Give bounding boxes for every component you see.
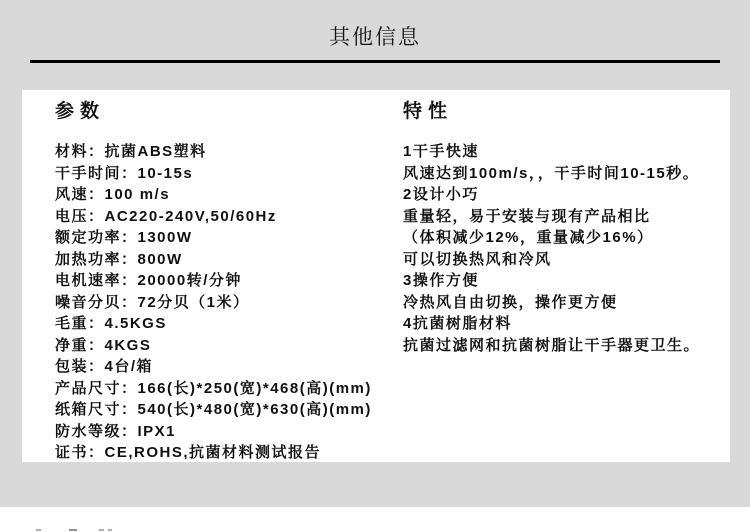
parameter-line: 风速：100 m/s	[55, 186, 171, 203]
page-title: 其他信息	[329, 26, 421, 49]
parameter-line: 净重：4KGS	[55, 336, 152, 354]
feature-line: 4抗菌树脂材料	[403, 315, 512, 332]
parameters-heading: 参数	[55, 101, 106, 122]
feature-line: 1干手快速	[403, 143, 479, 160]
parameter-line: 电机速率：20000转/分钟	[55, 272, 242, 289]
parameter-line: 包装：4台/箱	[55, 358, 154, 375]
next-section-strip	[0, 507, 750, 532]
feature-line: 抗菌过滤网和抗菌树脂让干手器更卫生。	[403, 336, 701, 354]
features-column	[403, 100, 730, 462]
feature-line: 可以切换热风和冷风	[403, 250, 552, 268]
feature-line: 3操作方便	[403, 272, 479, 289]
parameter-line: 纸箱尺寸：540(长)*480(宽)*630(高)(mm)	[55, 401, 372, 418]
cutoff-text-fragment	[108, 529, 112, 531]
feature-line: 2设计小巧	[403, 186, 479, 203]
features-list	[403, 141, 730, 356]
features-heading: 特性	[403, 101, 454, 122]
parameter-line: 防水等级：IPX1	[55, 422, 177, 440]
feature-line: 重量轻，易于安装与现有产品相比	[403, 207, 651, 225]
parameters-column	[55, 100, 403, 462]
content-panel	[22, 90, 730, 462]
title-divider	[30, 60, 720, 63]
parameter-line: 额定功率：1300W	[55, 229, 193, 246]
parameter-line: 噪音分贝：72分贝（1米）	[55, 293, 250, 311]
parameter-line: 毛重：4.5KGS	[55, 315, 167, 332]
feature-line: 风速达到100m/s，，干手时间10-15秒。	[403, 164, 700, 182]
parameters-list	[55, 141, 403, 464]
cutoff-text-fragment	[69, 529, 77, 531]
parameter-line: 产品尺寸：166(长)*250(宽)*468(高)(mm)	[55, 379, 372, 397]
parameter-line: 电压：AC220-240V,50/60Hz	[55, 207, 277, 225]
cutoff-text-fragment	[99, 529, 104, 531]
feature-line: 冷热风自由切换，操作更方便	[403, 293, 618, 311]
parameter-line: 证书：CE,ROHS,抗菌材料测试报告	[55, 444, 322, 461]
cutoff-text-fragment	[36, 529, 41, 531]
parameter-line: 干手时间：10-15s	[55, 164, 194, 182]
feature-line: （体积减少12%，重量减少16%）	[403, 229, 654, 246]
parameter-line: 加热功率：800W	[55, 250, 183, 268]
parameter-line: 材料：抗菌ABS塑料	[55, 143, 207, 160]
